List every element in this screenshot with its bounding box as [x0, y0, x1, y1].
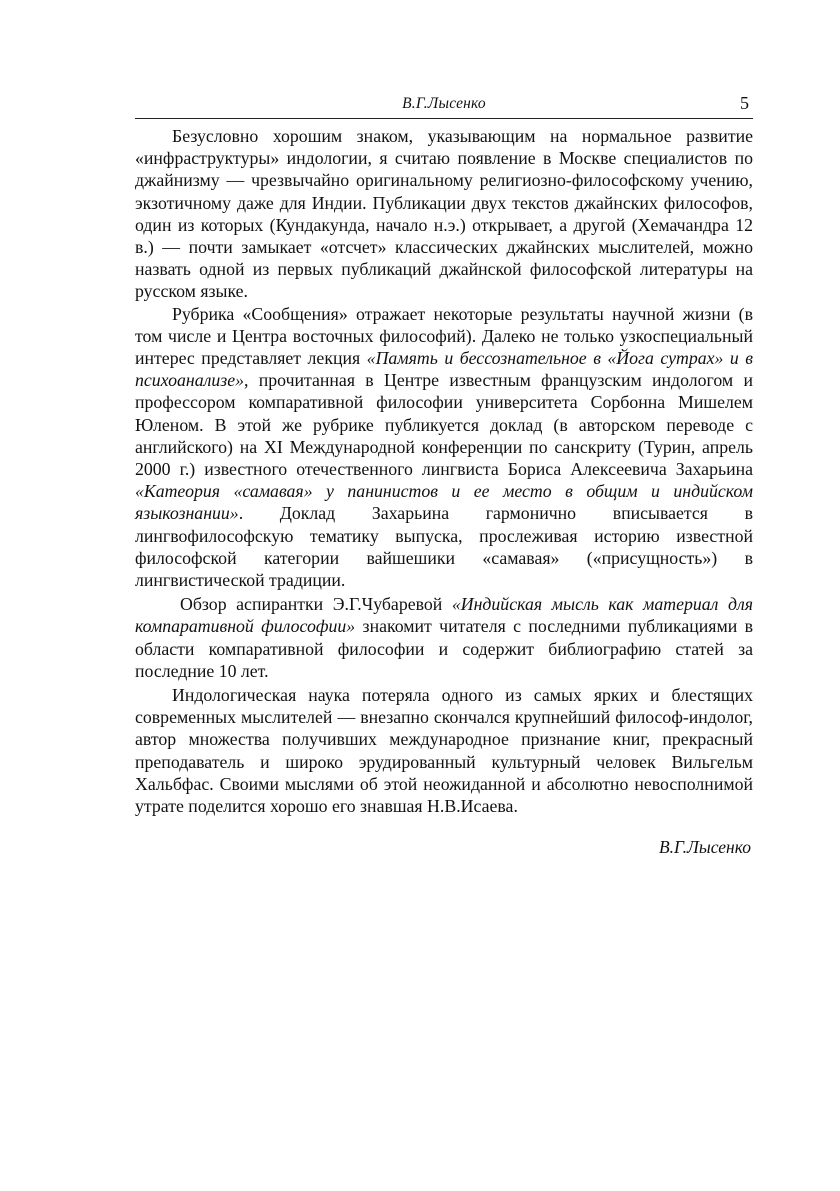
report-title: «Катеория «самавая» у панинистов и ее место в общим и индийском языкознании» [135, 481, 753, 524]
paragraph-1 [135, 125, 753, 303]
running-header [135, 92, 753, 119]
paragraph-2 [135, 303, 753, 592]
review-title: «Индийская мысль как материал для компаративной философии» [135, 594, 754, 637]
signature: В.Г.Лысенко [658, 837, 751, 858]
document-page [135, 92, 753, 858]
paragraph-2-text-c: . Доклад Захарьина гармонично вписывается в лингвофилософскую тематику выпуска, прослеживая историю известной философской категории вайшешики «самавая» («присущность») в лингвистической традиции. [135, 503, 753, 591]
paragraph-3 [135, 593, 753, 682]
body-text [135, 125, 753, 817]
paragraph-3-text-a: Обзор аспирантки Э.Г.Чубаревой [180, 594, 452, 615]
header-author: В.Г.Лысенко [402, 95, 486, 112]
paragraph-2-text-a: Рубрика «Сообщения» отражает некоторые результаты научной жизни (в том числе и Центра восточных философий). Далеко не только узкоспециальный интерес представляет лекция [135, 303, 753, 369]
paragraph-4 [135, 684, 753, 817]
paragraph-3-text-b: знакомит читателя с последними публикациями в области компаративной философии и содержит библиографию статей за последние 10 лет. [135, 616, 753, 681]
paragraph-4-text: Индологическая наука потеряла одного из самых ярких и блестящих современных мыслителей — внезапно скончался крупнейший философ-индолог, автор множества получивших международное признание книг, прекрасный преподаватель и широко эрудированный культурный человек Вильгельм Хальбфас. Своими мыслями об этой неожиданной и абсолютно невосполнимой утрате поделится хорошо его знавшая Н.В.Исаева. [135, 685, 753, 817]
paragraph-1-text: Безусловно хорошим знаком, указывающим на нормальное развитие «инфраструктуры» индологии, я считаю появление в Москве специалистов по джайнизму — чрезвычайно оригинальному религиозно-философскому учению, экзотичному даже для Индии. Публикации двух текстов джайнских философов, один из которых (Кундакунда, начало н.э.) открывает, а другой (Хемачандра 12 в.) — почти замыкает «отсчет» классических джайнских мыслителей, можно назвать одной из первых публикаций джайнской философской литературы на русском языке. [135, 126, 753, 302]
paragraph-2-text-b: , прочитанная в Центре известным французским индологом и профессором компаративной философии университета Сорбонна Мишелем Юленом. В этой же рубрике публикуется доклад (в авторском переводе с английского) на XI Международной конференции по санскриту (Турин, апрель 2000 г.) известного отечественного лингвиста Бориса Алексеевича Захарьина [135, 370, 753, 480]
lecture-title: «Память и бессознательное в «Йога сутрах» и в психоанализе» [135, 348, 753, 391]
page-number: 5 [740, 93, 749, 113]
